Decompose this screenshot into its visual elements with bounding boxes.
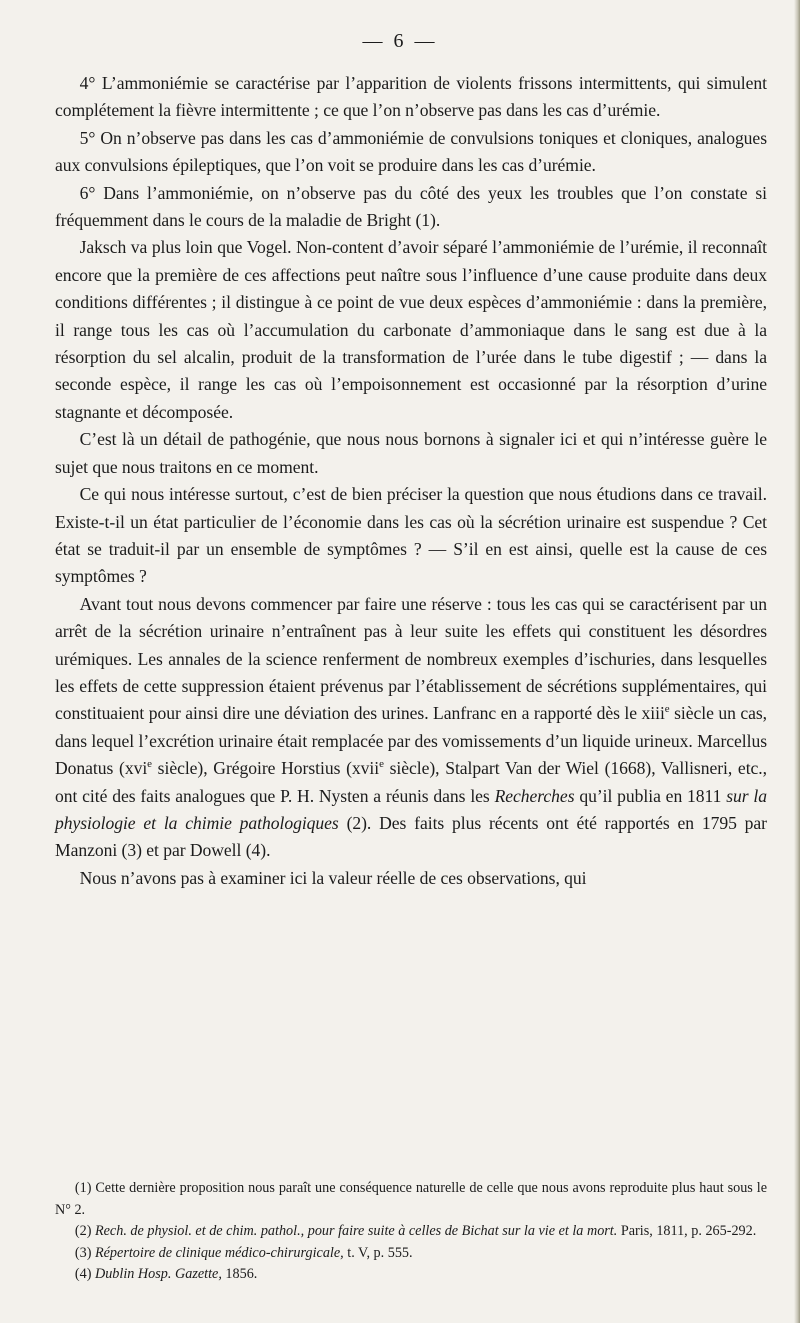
- footnote-1: (1) Cette dernière proposition nous paraît une conséquence naturelle de celle que nous avons reproduite plus haut sous le N° 2.: [55, 1180, 767, 1218]
- text-segment: (2). Des faits plus récents ont été rapportés en 1795 par Manzoni (3) et par Dowell (4).: [55, 812, 767, 861]
- paragraph-1: 4° L’ammoniémie se caractérise par l’apparition de violents frissons intermittents, qui simulent complétement la fièvre intermittente ; ce que l’on n’observe pas dans les cas d’urémie.: [55, 73, 767, 121]
- footnote-2-details: Paris, 1811, p. 265-292.: [617, 1223, 757, 1240]
- footnote-2-title: Rech. de physiol. et de chim. pathol., pour faire suite à celles de Bichat sur la vie et la mort.: [94, 1223, 618, 1240]
- footnote-2: [55, 1221, 767, 1243]
- century-xvii: xvii: [351, 758, 380, 779]
- text-segment: qu’il publia en 1811: [574, 785, 727, 806]
- century-xvii-sup: e: [379, 758, 384, 771]
- footnotes: [55, 1178, 767, 1286]
- footnote-2-number: (2): [74, 1223, 95, 1240]
- footnote-3-title: Répertoire de clinique médico-chirurgicale,: [94, 1244, 344, 1261]
- text-segment: siècle un cas, dans lequel l’excrétion urinaire était remplacée par des vomissements d’un liquide urineux. Marcellus Donatus (: [55, 703, 768, 779]
- footnote-4-title: Dublin Hosp. Gazette,: [94, 1266, 222, 1283]
- paragraph-3: 6° Dans l’ammoniémie, on n’observe pas du côté des yeux les troubles que l’on constate si fréquemment dans le cours de la maladie de Bright (1).: [55, 182, 767, 231]
- footnote-3-number: (3): [74, 1244, 95, 1261]
- work-title-physiologie: sur la physiologie et la chimie pathologiques: [55, 785, 767, 833]
- page-number: — 6 —: [362, 30, 438, 52]
- footnote-4: [55, 1264, 767, 1286]
- body-text: [55, 70, 767, 892]
- page-edge-shadow: [794, 0, 800, 1323]
- paragraph-7: [55, 591, 767, 865]
- text-segment: siècle), Grégoire Horstius (: [151, 758, 352, 779]
- century-xvi-sup: e: [147, 758, 152, 771]
- text-segment: siècle), Stalpart Van der Wiel (1668), Vallisneri, etc., ont cité des faits analogues que P. H. Nysten a réunis dans les: [55, 758, 767, 806]
- work-title-recherches: Recherches: [494, 785, 575, 806]
- century-xiii: xiii: [641, 703, 665, 724]
- paragraph-5: C’est là un détail de pathogénie, que nous nous bornons à signaler ici et qui n’intéresse guère le sujet que nous traitons en ce moment.: [55, 429, 767, 477]
- paragraph-8: Nous n’avons pas à examiner ici la valeur réelle de ces observations, qui: [79, 867, 587, 888]
- paragraph-4: Jaksch va plus loin que Vogel. Non-content d’avoir séparé l’ammoniémie de l’urémie, il reconnaît encore que la première de ces affections peut naître sous l’influence d’une cause produite dans deux conditions différentes ; il distingue à ce point de vue deux espèces d’ammoniémie : dans la première, il range tous les cas où l’accumulation du carbonate d’ammoniaque dans le sang est due à la résorption du sel alcalin, produit de la transformation de l’urée dans le tube digestif ; — dans la seconde espèce, il range les cas où l’empoisonnement est occasionné par la résorption d’urine stagnante et décomposée.: [55, 237, 767, 422]
- paragraph-2: 5° On n’observe pas dans les cas d’ammoniémie de convulsions toniques et cloniques, analogues aux convulsions épileptiques, que l’on voit se produire dans les cas d’urémie.: [55, 127, 767, 176]
- footnote-3-details: t. V, p. 555.: [343, 1244, 413, 1261]
- footnote-4-details: 1856.: [221, 1266, 258, 1283]
- century-xvi: xvi: [124, 758, 148, 779]
- footnote-4-number: (4): [74, 1266, 95, 1283]
- footnote-3: [55, 1243, 767, 1265]
- century-xiii-sup: e: [664, 703, 670, 716]
- paragraph-6: Ce qui nous intéresse surtout, c’est de bien préciser la question que nous étudions dans ce travail. Existe-t-il un état particulier de l’économie dans les cas où la sécrétion urinaire est suspendue ? Cet état se traduit-il par un ensemble de symptômes ? — S’il en est ainsi, quelle est la cause de ces symptômes ?: [55, 484, 767, 587]
- text-segment: Avant tout nous devons commencer par faire une réserve : tous les cas qui se caractérisent par un arrêt de la sécrétion urinaire n’entraînent pas à leur suite les effets qui constituent les désordres urémiques. Les annales de la science renferment de nombreux exemples d’ischuries, dans lesquelles les effets de cette suppression étaient prévenus par l’établissement de sécrétions supplémentaires, qui constituaient pour ainsi dire une déviation des urines. Lanfranc en a rapporté dès le: [55, 593, 767, 724]
